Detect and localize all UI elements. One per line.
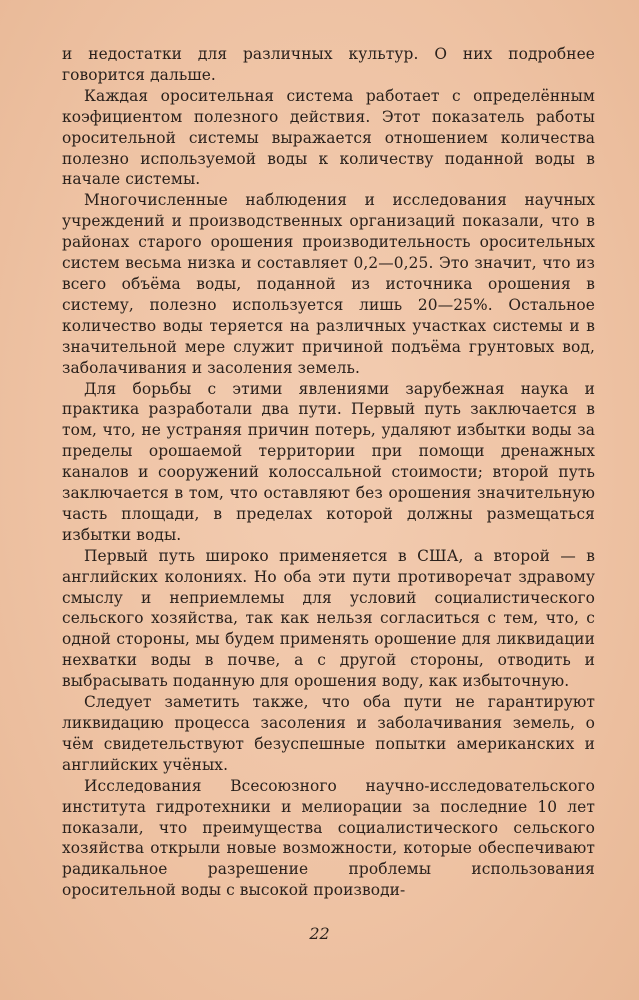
paragraph-6: Следует заметить также, что оба пути не гарантируют ликвидацию процесса засоления и заболачивания земель, о чём свидетельствуют безуспешные попытки американских и английских учёных. bbox=[62, 693, 595, 774]
paragraph-1: и недостатки для различных культур. О них подробнее говорится дальше. bbox=[62, 45, 595, 84]
paragraph-5: Первый путь широко применяется в США, а второй — в английских колониях. Но оба эти пути противоречат здравому смыслу и неприемлемы для условий социалистического сельского хозяйства, так как нельзя согласиться с тем, что, с одной стороны, мы будем применять орошение для ликвидации нехватки воды в почве, а с другой стороны, отводить и выбрасывать поданную для орошения воду, как избыточную. bbox=[62, 546, 595, 691]
paragraph-7: Исследования Всесоюзного научно-исследовательского института гидротехники и мелиорации за последние 10 лет показали, что преимущества социалистического сельского хозяйства открыли новые возможности, которые обеспечивают радикальное разрешение проблемы использования оросительной воды с высокой производи- bbox=[62, 776, 595, 900]
paragraph-4: Для борьбы с этими явлениями зарубежная наука и практика разработали два пути. Первый путь заключается в том, что, не устраняя причин потерь, удаляют избытки воды за пределы орошаемой территории при помощи дренажных каналов и сооружений колоссальной стоимости; второй путь заключается в том, что оставляют без орошения значительную часть площади, в пределах которой должны размещаться избытки воды. bbox=[62, 379, 595, 544]
paragraph-3: Многочисленные наблюдения и исследования научных учреждений и производственных организаций показали, что в районах старого орошения производительность оросительных систем весьма низка и составляет 0,2—0,25. Это значит, что из всего объёма воды, поданной из источника орошения в систему, полезно используется лишь 20—25%. Остальное количество воды теряется на различных участках системы и в значительной мере служит причиной подъёма грунтовых вод, заболачивания и засоления земель. bbox=[62, 191, 595, 377]
paragraph-2: Каждая оросительная система работает с определённым коэфициентом полезного действия. Этот показатель работы оросительной системы выражается отношением количества полезно используемой воды к количеству поданной воды в начале системы. bbox=[62, 86, 595, 189]
body-text bbox=[62, 44, 595, 901]
page-number: 22 bbox=[309, 924, 330, 943]
